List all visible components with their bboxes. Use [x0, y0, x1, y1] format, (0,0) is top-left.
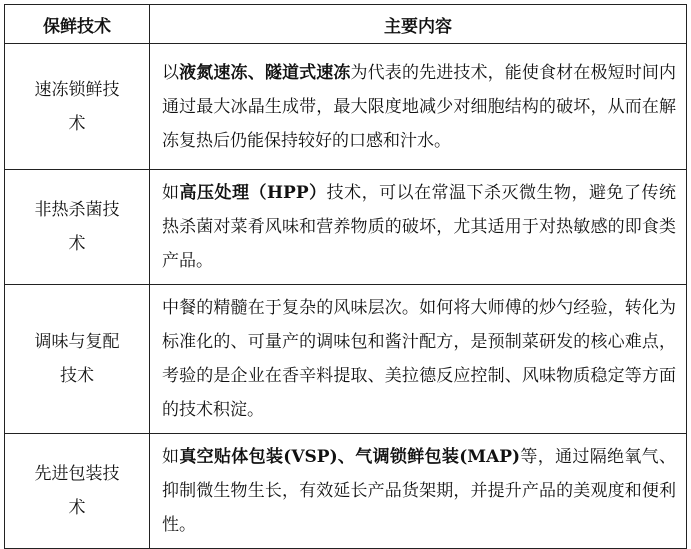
- content-segment: 以: [162, 62, 180, 83]
- table-row: [5, 434, 687, 549]
- header-content: 主要内容: [150, 5, 687, 44]
- preservation-tech-table-container: [4, 4, 686, 549]
- content-keyword: 真空贴体包装(VSP)、气调锁鲜包装(MAP): [179, 447, 521, 467]
- tech-name-cell: 非热杀菌技术: [5, 170, 150, 285]
- content-segment: 中餐的精髓在于复杂的风味层次。如何将大师傅的炒勺经验，转化为标准化的、可量产的调味包和酱汁配方，是预制菜研发的核心难点，考验的是企业在香辛料提取、美拉德反应控制、风味物质稳定等方面的技术积淀。: [162, 298, 676, 420]
- tech-content-cell: [150, 170, 687, 285]
- table-row: [5, 170, 687, 285]
- content-segment: 如: [162, 183, 180, 203]
- tech-content-cell: [150, 44, 687, 170]
- tech-content-cell: [150, 285, 687, 434]
- table-row: [5, 285, 687, 434]
- header-tech: 保鲜技术: [5, 5, 150, 44]
- tech-name-cell: 速冻锁鲜技术: [5, 44, 150, 170]
- content-segment: 如: [162, 447, 180, 467]
- tech-name-cell: 先进包装技术: [5, 434, 150, 549]
- preservation-tech-table: [4, 4, 687, 549]
- content-segment: 等，通过隔绝氧气、抑制微生物生长，有效延长产品货架期，并提升产品的美观度和便利性。: [162, 447, 677, 535]
- content-keyword: 液氮速冻、隧道式速冻: [179, 62, 351, 83]
- tech-content-cell: [150, 434, 687, 549]
- table-row: [5, 44, 687, 170]
- content-segment: 为代表的先进技术，能使食材在极短时间内通过最大冰晶生成带，最大限度地减少对细胞结构的破坏，从而在解冻复热后仍能保持较好的口感和汁水。: [162, 62, 677, 151]
- table-header-row: [5, 5, 687, 44]
- tech-name-cell: 调味与复配技术: [5, 285, 150, 434]
- content-segment: 技术，可以在常温下杀灭微生物，避免了传统热杀菌对菜肴风味和营养物质的破坏，尤其适用于对热敏感的即食类产品。: [162, 183, 676, 271]
- content-keyword: 高压处理（HPP）: [179, 183, 327, 203]
